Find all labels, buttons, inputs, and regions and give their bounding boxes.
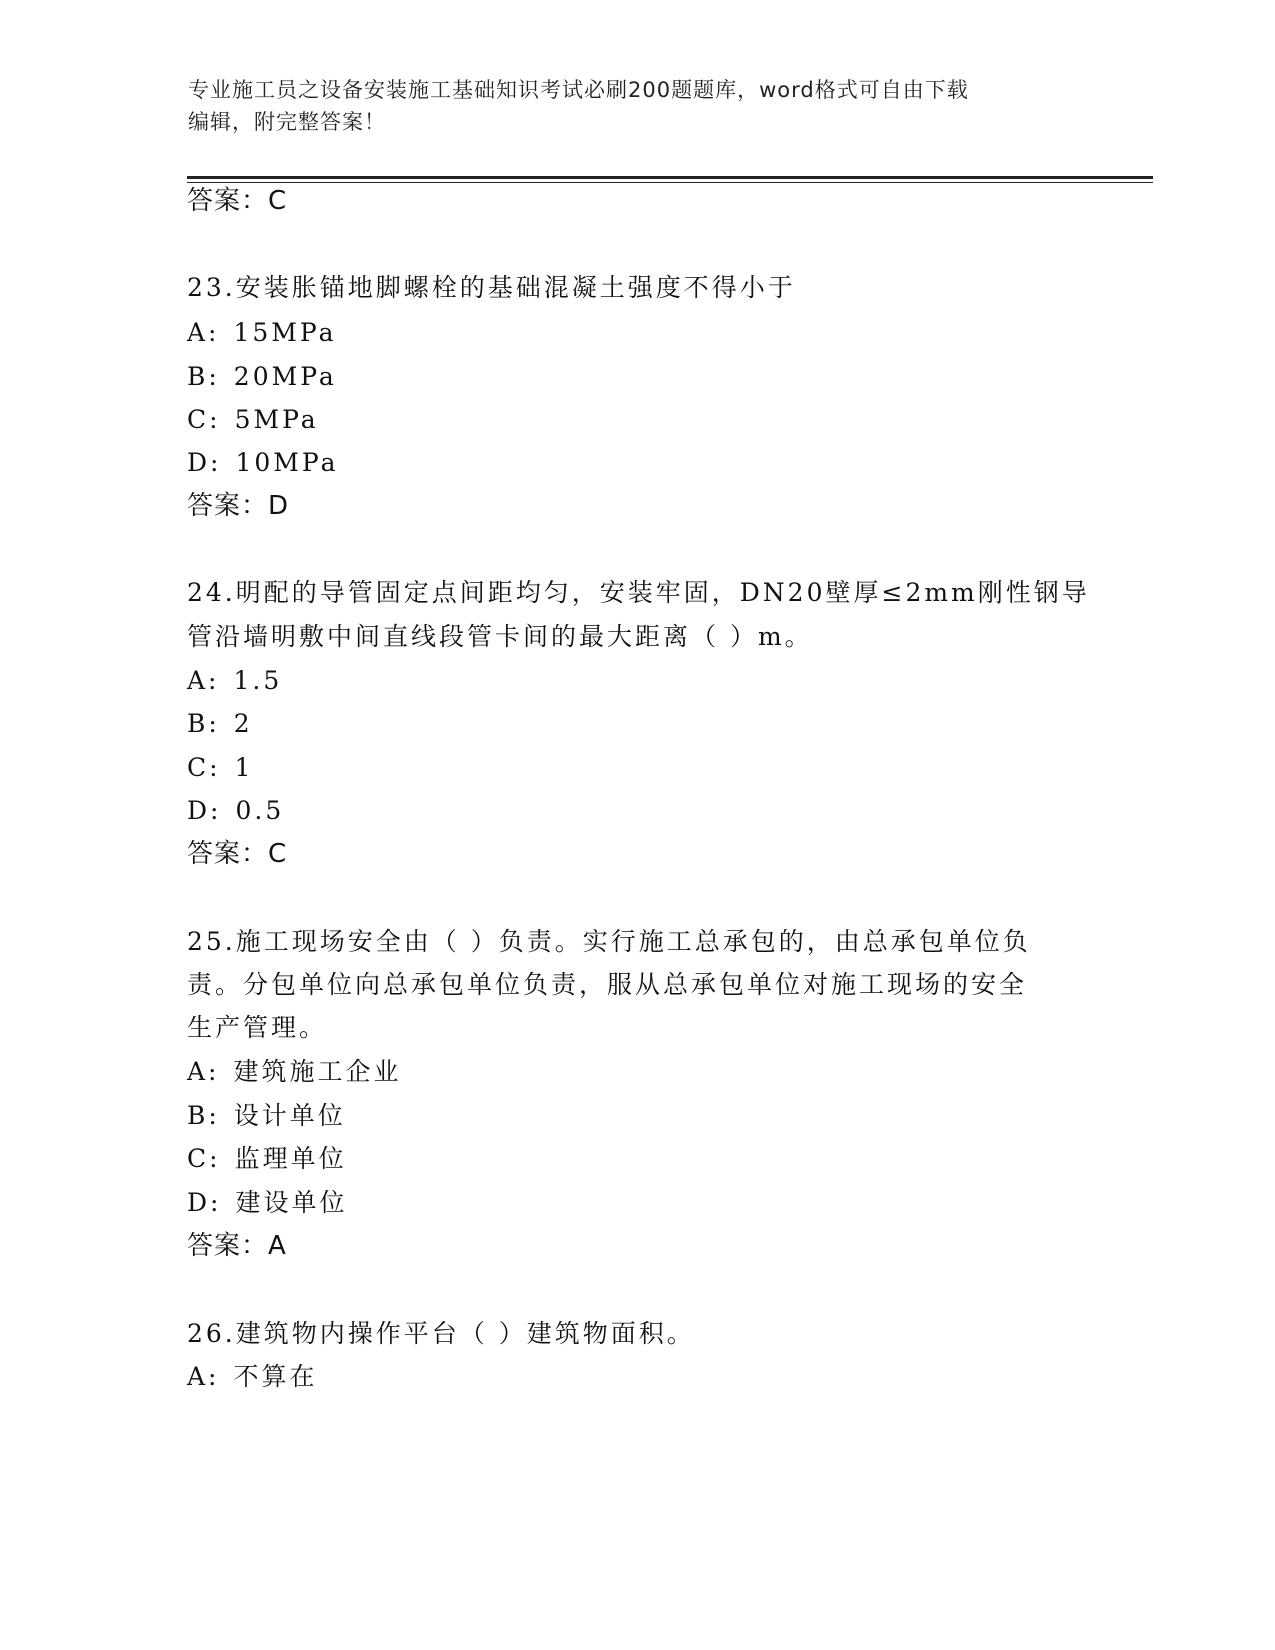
question-23-option-a: A: 15MPa xyxy=(187,318,337,347)
document-header xyxy=(188,74,1088,138)
question-26-stem: 26.建筑物内操作平台（ ）建筑物面积。 xyxy=(187,1319,695,1348)
header-line-1: 专业施工员之设备安装施工基础知识考试必刷200题题库，word格式可自由下载 xyxy=(188,78,969,102)
question-26-option-a: A: 不算在 xyxy=(187,1362,318,1391)
answer-q22: 答案：C xyxy=(187,186,288,216)
question-24-stem-line-1: 24.明配的导管固定点间距均匀，安装牢固，DN20壁厚≤2mm刚性钢导 xyxy=(187,578,1090,607)
question-23-option-c: C: 5MPa xyxy=(187,405,319,434)
header-rule-thick xyxy=(187,176,1153,179)
question-25-option-a: A: 建筑施工企业 xyxy=(187,1057,402,1086)
question-25-stem-line-3: 生产管理。 xyxy=(187,1013,328,1042)
header-rule-thin xyxy=(187,182,1153,183)
question-24-option-a: A: 1.5 xyxy=(187,666,283,695)
question-24-option-b: B: 2 xyxy=(187,709,253,738)
question-24-option-d: D: 0.5 xyxy=(187,796,285,825)
answer-q24: 答案：C xyxy=(187,839,288,869)
question-24-stem-line-2: 管沿墙明敷中间直线段管卡间的最大距离（ ）m。 xyxy=(187,622,813,651)
question-25-option-c: C: 监理单位 xyxy=(187,1144,347,1173)
question-25-stem-line-2: 责。分包单位向总承包单位负责，服从总承包单位对施工现场的安全 xyxy=(187,970,1028,999)
question-25-option-b: B: 设计单位 xyxy=(187,1101,346,1130)
answer-q25: 答案：A xyxy=(187,1231,287,1261)
question-25-stem-line-1: 25.施工现场安全由（ ）负责。实行施工总承包的，由总承包单位负 xyxy=(187,927,1031,956)
question-25-option-d: D: 建设单位 xyxy=(187,1188,348,1217)
question-24-option-c: C: 1 xyxy=(187,753,254,782)
header-line-2: 编辑，附完整答案！ xyxy=(188,110,386,134)
question-23-option-d: D: 10MPa xyxy=(187,448,339,477)
question-23-stem: 23.安装胀锚地脚螺栓的基础混凝土强度不得小于 xyxy=(187,273,796,302)
answer-q23: 答案：D xyxy=(187,491,290,521)
question-23-option-b: B: 20MPa xyxy=(187,362,337,391)
